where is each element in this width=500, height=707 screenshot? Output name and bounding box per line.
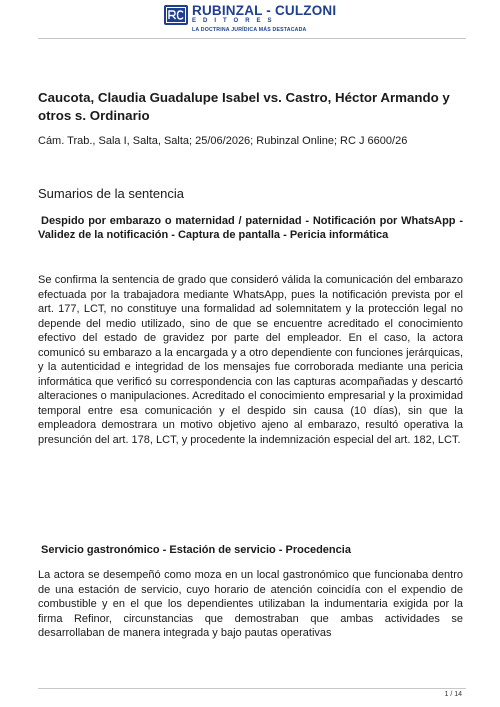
rc-monogram-icon	[164, 5, 188, 25]
page-number: 1 / 14	[444, 691, 462, 698]
summary-body: Se confirma la sentencia de grado que consideró válida la comunicación del embarazo efectuada por la trabajadora mediante WhatsApp, pues la notificación prevista por el art. 177, LCT, no constituye una formalidad ad solemnitatem y la protección legal no depende del medio utilizado, sino de que se encuentre acreditado el conocimiento efectivo del estado de gravidez por parte del empleador. En el caso, la actora comunicó su embarazo a la encargada y a otro dependiente con funciones jerárquicas, y la autenticidad e integridad de los mensajes fue corroborada mediante una pericia informática que verificó su correspondencia con las capturas acompañadas y descartó alteraciones o manipulaciones. Acreditado el conocimiento empresarial y la proximidad temporal entre esa comunicación y el despido sin causa (10 días), sin que la empleadora demostrara un motivo objetivo ajeno al embarazo, resultó operativa la presunción del art. 178, LCT, y procedente la indemnización especial del art. 182, LCT.	[38, 274, 463, 446]
document-citation: Cám. Trab., Sala I, Salta, Salta; 25/06/2026; Rubinzal Online; RC J 6600/26	[38, 135, 408, 147]
summary-heading: Despido por embarazo o maternidad / paternidad - Notificación por WhatsApp - Validez de la notificación - Captura de pantalla - Pericia informática	[38, 215, 463, 241]
summary-heading: Servicio gastronómico - Estación de servicio - Procedencia	[41, 544, 351, 556]
summary-body: La actora se desempeñó como moza en un local gastronómico que funcionaba dentro de una estación de servicio, cuyo horario de atención coincidía con el expendio de combustible y en el que los dependientes utilizaban la indumentaria exigida por la firma Refinor, circunstancias que demostraban que ambas actividades se desarrollaban de manera integrada y bajo pautas operativas	[38, 569, 463, 639]
header-divider	[38, 38, 466, 39]
publisher-logo[interactable]	[164, 3, 339, 35]
footer-divider	[38, 688, 466, 689]
publisher-subtitle: EDITORES	[192, 18, 279, 24]
page-header	[0, 0, 500, 38]
publisher-name: RUBINZAL - CULZONI	[192, 3, 337, 18]
publisher-tagline: LA DOCTRINA JURÍDICA MÁS DESTACADA	[192, 27, 307, 33]
section-heading: Sumarios de la sentencia	[38, 186, 184, 201]
document-title: Caucota, Claudia Guadalupe Isabel vs. Castro, Héctor Armando y otros s. Ordinario	[38, 90, 450, 123]
